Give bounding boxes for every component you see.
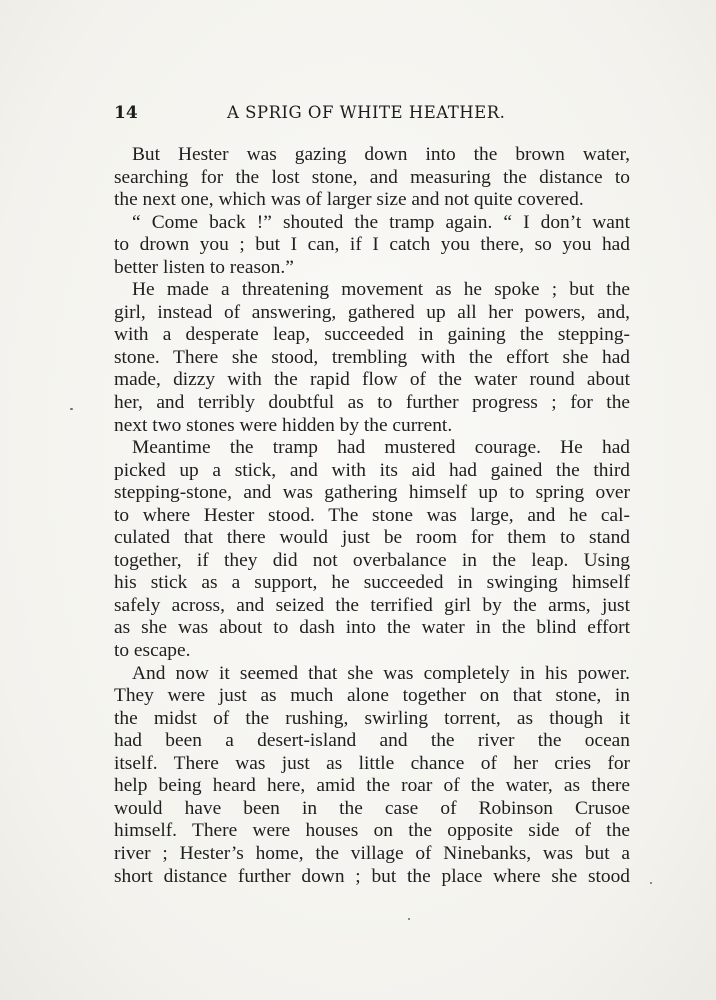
text-line: girl, instead of answering, gathered up all her powers, and, (114, 301, 630, 323)
text-line: better listen to reason.” (114, 256, 294, 278)
text-line: to drown you ; but I can, if I catch you there, so you had (114, 234, 630, 256)
text-line: as she was about to dash into the water in the blind effort (114, 617, 630, 639)
page-header (114, 103, 630, 127)
body-text (114, 144, 630, 888)
text-line: with a desperate leap, succeeded in gaining the stepping- (114, 324, 630, 346)
text-line: Meantime the tramp had mustered courage. He had (132, 437, 630, 459)
text-line: the next one, which was of larger size and not quite covered. (114, 189, 584, 211)
text-line: to escape. (114, 640, 191, 662)
text-line: next two stones were hidden by the current. (114, 414, 453, 436)
text-line: stepping-stone, and was gathering himself up to spring over (114, 482, 630, 504)
print-speck (70, 408, 73, 410)
text-line: picked up a stick, and with its aid had gained the third (114, 459, 630, 481)
text-line: “ Come back !” shouted the tramp again. “ I don’t want (132, 211, 630, 233)
text-line: He made a threatening movement as he spoke ; but the (132, 279, 630, 301)
text-line: would have been in the case of Robinson Crusoe (114, 797, 630, 819)
text-line: his stick as a support, he succeeded in swinging himself (114, 572, 630, 594)
text-line: They were just as much alone together on that stone, in (114, 685, 630, 707)
text-line: the midst of the rushing, swirling torrent, as though it (114, 707, 630, 729)
text-line: culated that there would just be room for them to stand (114, 527, 630, 549)
text-line: himself. There were houses on the opposite side of the (114, 820, 630, 842)
text-line: together, if they did not overbalance in the leap. Using (114, 549, 630, 571)
text-line: had been a desert-island and the river the ocean (114, 730, 630, 752)
print-speck (408, 918, 410, 920)
text-line: searching for the lost stone, and measuring the distance to (114, 166, 630, 188)
text-line: itself. There was just as little chance of her cries for (114, 752, 630, 774)
text-line: short distance further down ; but the place where she stood (114, 865, 630, 887)
text-line: river ; Hester’s home, the village of Ninebanks, was but a (114, 842, 630, 864)
text-line: stone. There she stood, trembling with the effort she had (114, 346, 630, 368)
text-line: to where Hester stood. The stone was large, and he cal- (114, 504, 630, 526)
page-number: 14 (114, 103, 138, 123)
text-line: made, dizzy with the rapid flow of the water round about (114, 369, 630, 391)
text-line: safely across, and seized the terrified girl by the arms, just (114, 594, 630, 616)
print-speck (650, 882, 652, 884)
running-title: A SPRIG OF WHITE HEATHER. (227, 103, 506, 122)
text-line: And now it seemed that she was completely in his power. (132, 662, 630, 684)
text-line: But Hester was gazing down into the brown water, (132, 144, 630, 165)
text-line: help being heard here, amid the roar of the water, as there (114, 775, 630, 797)
text-line: her, and terribly doubtful as to further progress ; for the (114, 392, 630, 414)
